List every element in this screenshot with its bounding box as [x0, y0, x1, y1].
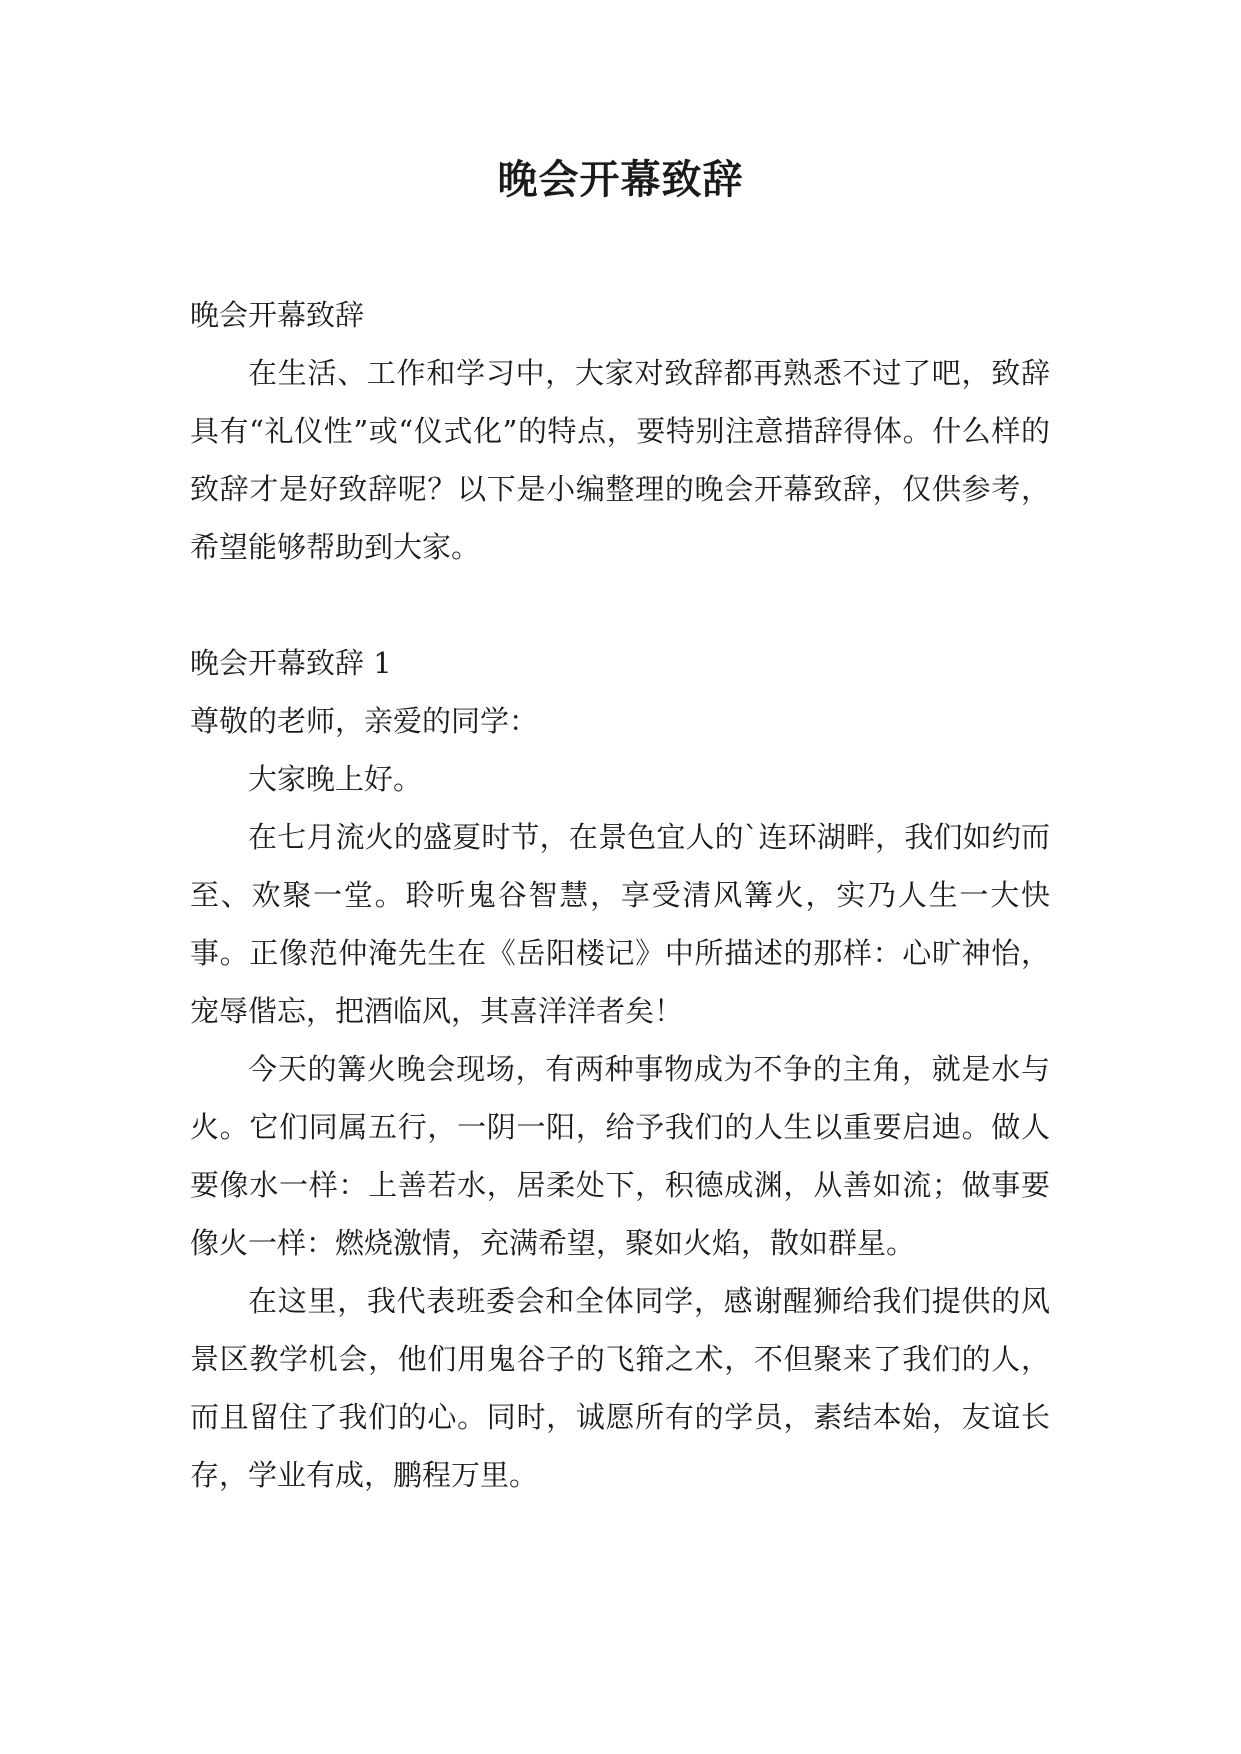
- salutation-paragraph: 尊敬的老师，亲爱的同学：: [190, 704, 539, 738]
- document-title: 晚会开幕致辞: [497, 157, 744, 203]
- body-paragraph: 在七月流火的盛夏时节，在景色宜人的`连环湖畔，我们如约而至、欢聚一堂。聆听鬼谷智慧，享受清风篝火，实乃人生一大快事。正像范仲淹先生在《岳阳楼记》中所描述的那样：心旷神怡，宠辱偕忘，把酒临风，其喜洋洋者矣！: [190, 820, 1050, 1028]
- body-paragraph: 在这里，我代表班委会和全体同学，感谢醒狮给我们提供的风景区教学机会，他们用鬼谷子的飞箝之术，不但聚来了我们的人，而且留住了我们的心。同时，诚愿所有的学员，素结本始，友谊长存，学业有成，鹏程万里。: [190, 1284, 1050, 1492]
- subtitle-paragraph: 晚会开幕致辞: [190, 298, 365, 332]
- section-spacer: [190, 576, 1050, 634]
- document-body: [190, 286, 1050, 1504]
- intro-paragraph: 在生活、工作和学习中，大家对致辞都再熟悉不过了吧，致辞具有“礼仪性”或“仪式化”的特点，要特别注意措辞得体。什么样的致辞才是好致辞呢？以下是小编整理的晚会开幕致辞，仅供参考，希望能够帮助到大家。: [190, 356, 1050, 564]
- greeting-paragraph: 大家晚上好。: [248, 762, 423, 796]
- body-paragraph: 今天的篝火晚会现场，有两种事物成为不争的主角，就是水与火。它们同属五行，一阴一阳，给予我们的人生以重要启迪。做人要像水一样：上善若水，居柔处下，积德成渊，从善如流；做事要像火一样：燃烧激情，充满希望，聚如火焰，散如群星。: [190, 1052, 1050, 1260]
- section-heading: 晚会开幕致辞 1: [190, 646, 392, 680]
